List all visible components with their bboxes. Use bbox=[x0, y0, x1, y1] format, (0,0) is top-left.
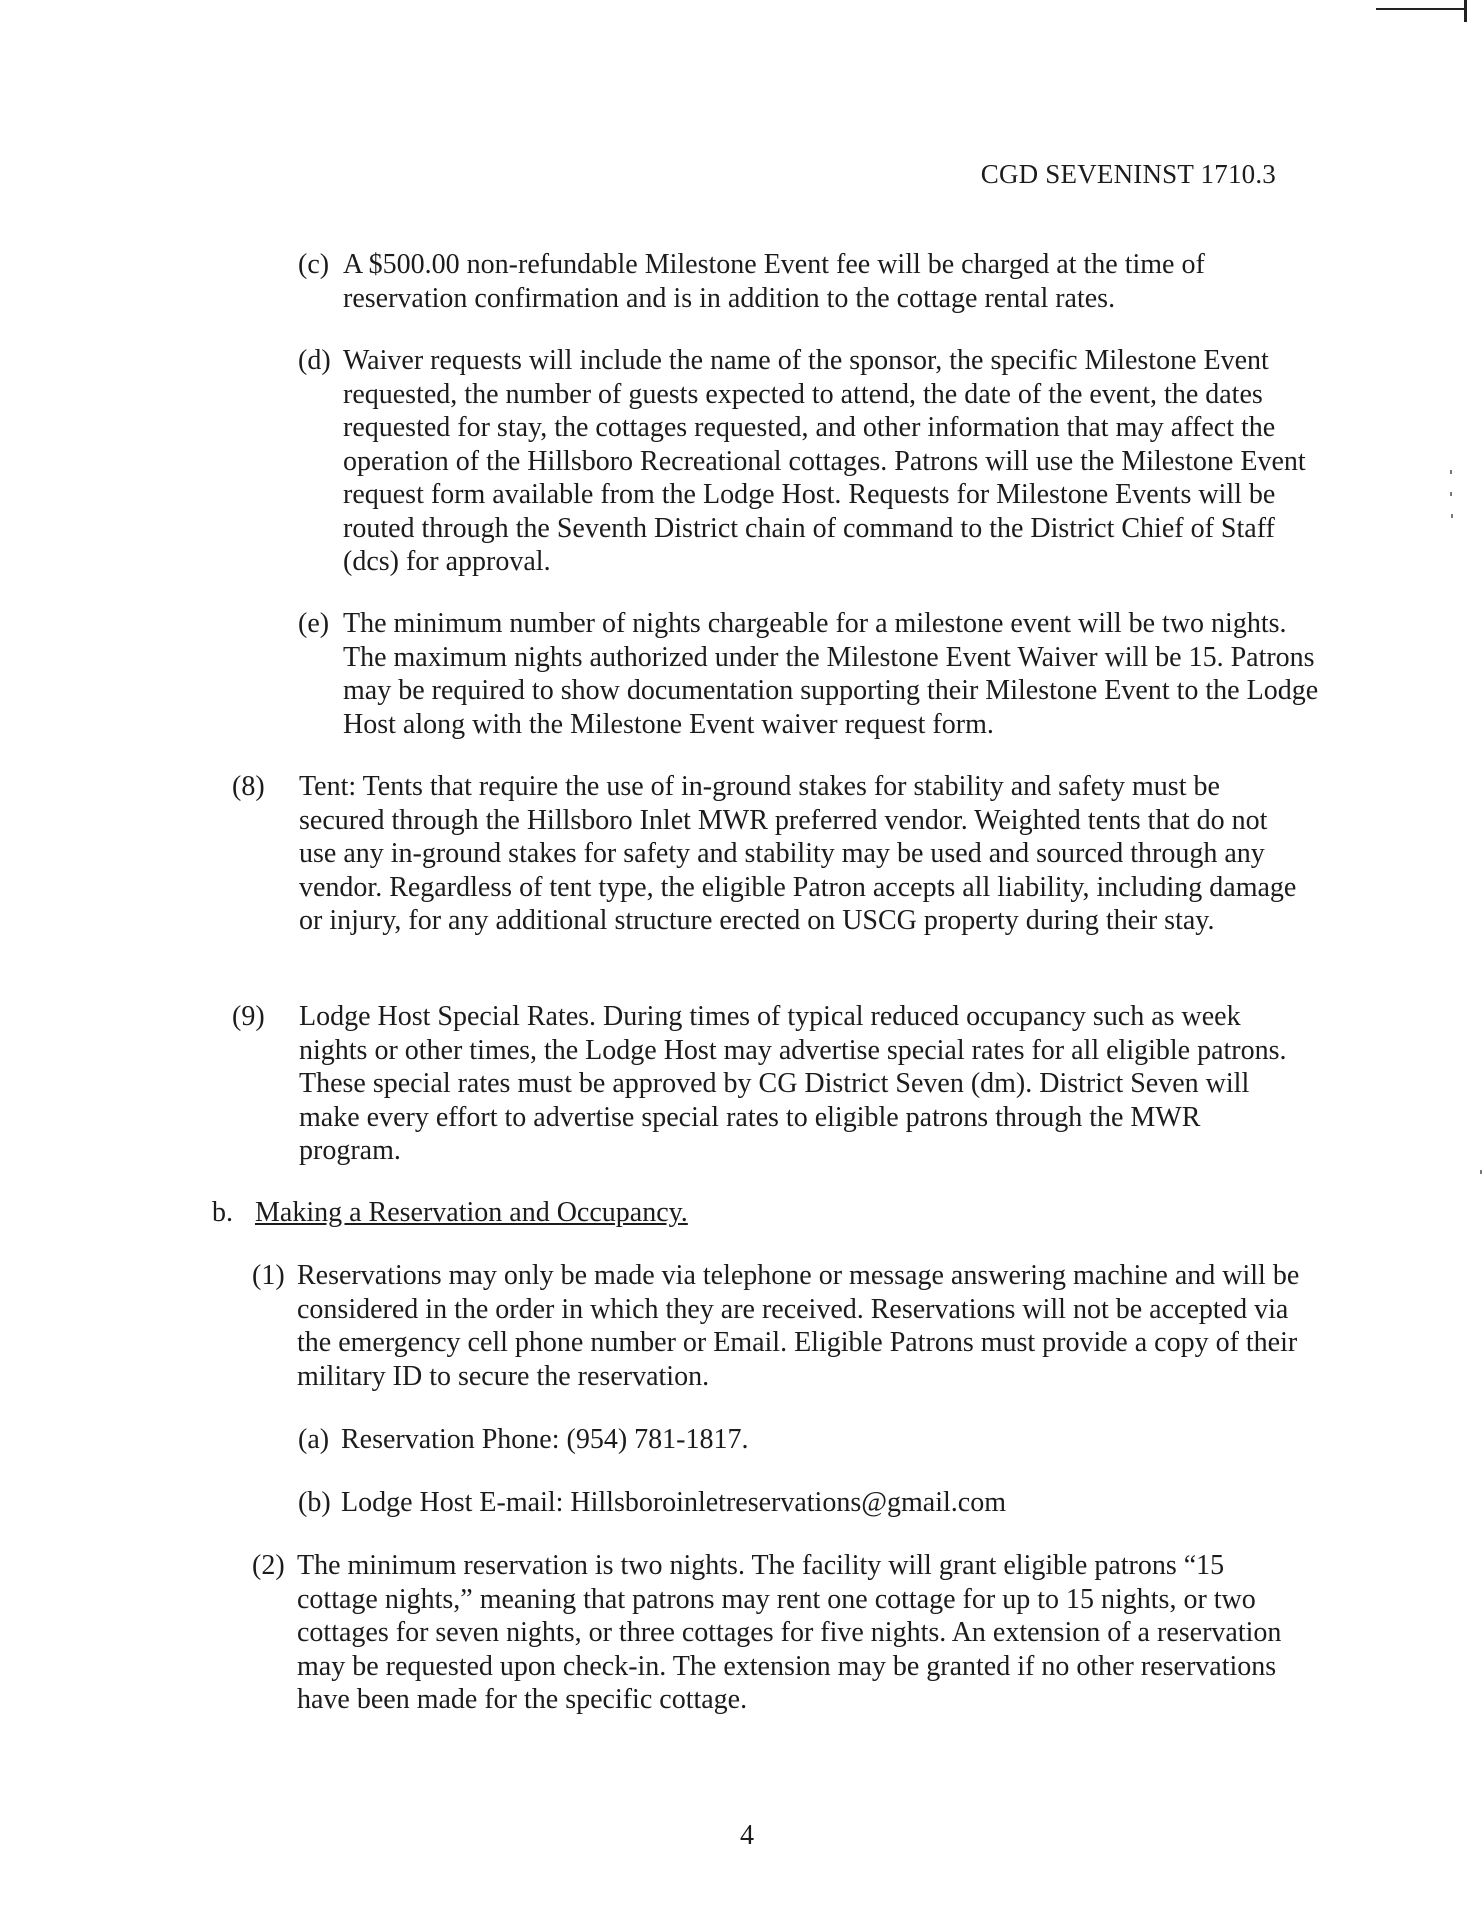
scan-edge-tick bbox=[1464, 0, 1467, 22]
section-label: b. bbox=[212, 1197, 233, 1228]
section-title: Making a Reservation and Occupancy. bbox=[255, 1197, 688, 1228]
lodge-host-email bbox=[298, 1486, 1198, 1520]
item-label: (1) bbox=[252, 1260, 285, 1291]
item-label: (a) bbox=[298, 1424, 330, 1455]
paragraph-9 bbox=[232, 1000, 1300, 1168]
item-text: A $500.00 non-refundable Milestone Event fee will be charged at the time of reservation confirmation and is in addition to the cottage rental rates. bbox=[343, 249, 1205, 314]
item-label: (8) bbox=[232, 771, 265, 802]
scan-speck bbox=[1480, 1170, 1482, 1174]
scan-speck bbox=[1451, 514, 1453, 518]
item-label: (2) bbox=[252, 1550, 285, 1581]
paragraph-8 bbox=[232, 770, 1300, 938]
item-label: (c) bbox=[298, 249, 330, 280]
scan-edge-line bbox=[1376, 8, 1466, 10]
paragraph-2 bbox=[252, 1549, 1302, 1717]
page-number: 4 bbox=[740, 1820, 754, 1851]
paragraph-d bbox=[298, 344, 1318, 579]
item-label: (9) bbox=[232, 1001, 265, 1032]
scan-speck bbox=[1450, 492, 1452, 496]
section-b-heading bbox=[212, 1196, 1012, 1230]
item-text: Lodge Host Special Rates. During times of typical reduced occupancy such as week nights or other times, the Lodge Host may advertise special rates for all eligible patrons. These special rates must be approved by CG District Seven (dm). District Seven will make every effort to advertise special rates to eligible patrons through the MWR program. bbox=[299, 1001, 1287, 1166]
item-text: Tent: Tents that require the use of in-ground stakes for stability and safety must be secured through the Hillsboro Inlet MWR preferred vendor. Weighted tents that do not use any in-ground stakes for safety and stability may be used and sourced through any vendor. Regardless of tent type, the eligible Patron accepts all liability, including damage or injury, for any additional structure erected on USCG property during their stay. bbox=[299, 771, 1297, 936]
paragraph-1 bbox=[252, 1259, 1302, 1393]
item-text: Waiver requests will include the name of the sponsor, the specific Milestone Event requested, the number of guests expected to attend, the date of the event, the dates requested for stay, the cottages requested, and other information that may affect the operation of the Hillsboro Recreational cottages. Patrons will use the Milestone Event request form available from the Lodge Host. Requests for Milestone Events will be routed through the Seventh District chain of command to the District Chief of Staff (dcs) for approval. bbox=[343, 345, 1306, 577]
scan-speck bbox=[1450, 470, 1452, 474]
item-text: Lodge Host E-mail: Hillsboroinletreservations@gmail.com bbox=[341, 1487, 1006, 1518]
item-label: (b) bbox=[298, 1487, 331, 1518]
paragraph-c bbox=[298, 248, 1318, 315]
item-label: (d) bbox=[298, 345, 331, 376]
item-text: The minimum reservation is two nights. The facility will grant eligible patrons “15 cottage nights,” meaning that patrons may rent one cottage for up to 15 nights, or two cottages for seven nights, or three cottages for five nights. An extension of a reservation may be requested upon check-in. The extension may be granted if no other reservations have been made for the specific cottage. bbox=[297, 1550, 1282, 1715]
item-text: Reservations may only be made via telephone or message answering machine and will be considered in the order in which they are received. Reservations will not be accepted via the emergency cell phone number or Email. Eligible Patrons must provide a copy of their military ID to secure the reservation. bbox=[297, 1260, 1300, 1392]
item-text: Reservation Phone: (954) 781-1817. bbox=[341, 1424, 749, 1455]
item-label: (e) bbox=[298, 608, 330, 639]
paragraph-e bbox=[298, 607, 1320, 741]
item-text: The minimum number of nights chargeable for a milestone event will be two nights. The maximum nights authorized under the Milestone Event Waiver will be 15. Patrons may be required to show documentation supporting their Milestone Event to the Lodge Host along with the Milestone Event waiver request form. bbox=[343, 608, 1319, 740]
reservation-phone bbox=[298, 1423, 1198, 1457]
document-id-header: CGD SEVENINST 1710.3 bbox=[980, 159, 1276, 189]
